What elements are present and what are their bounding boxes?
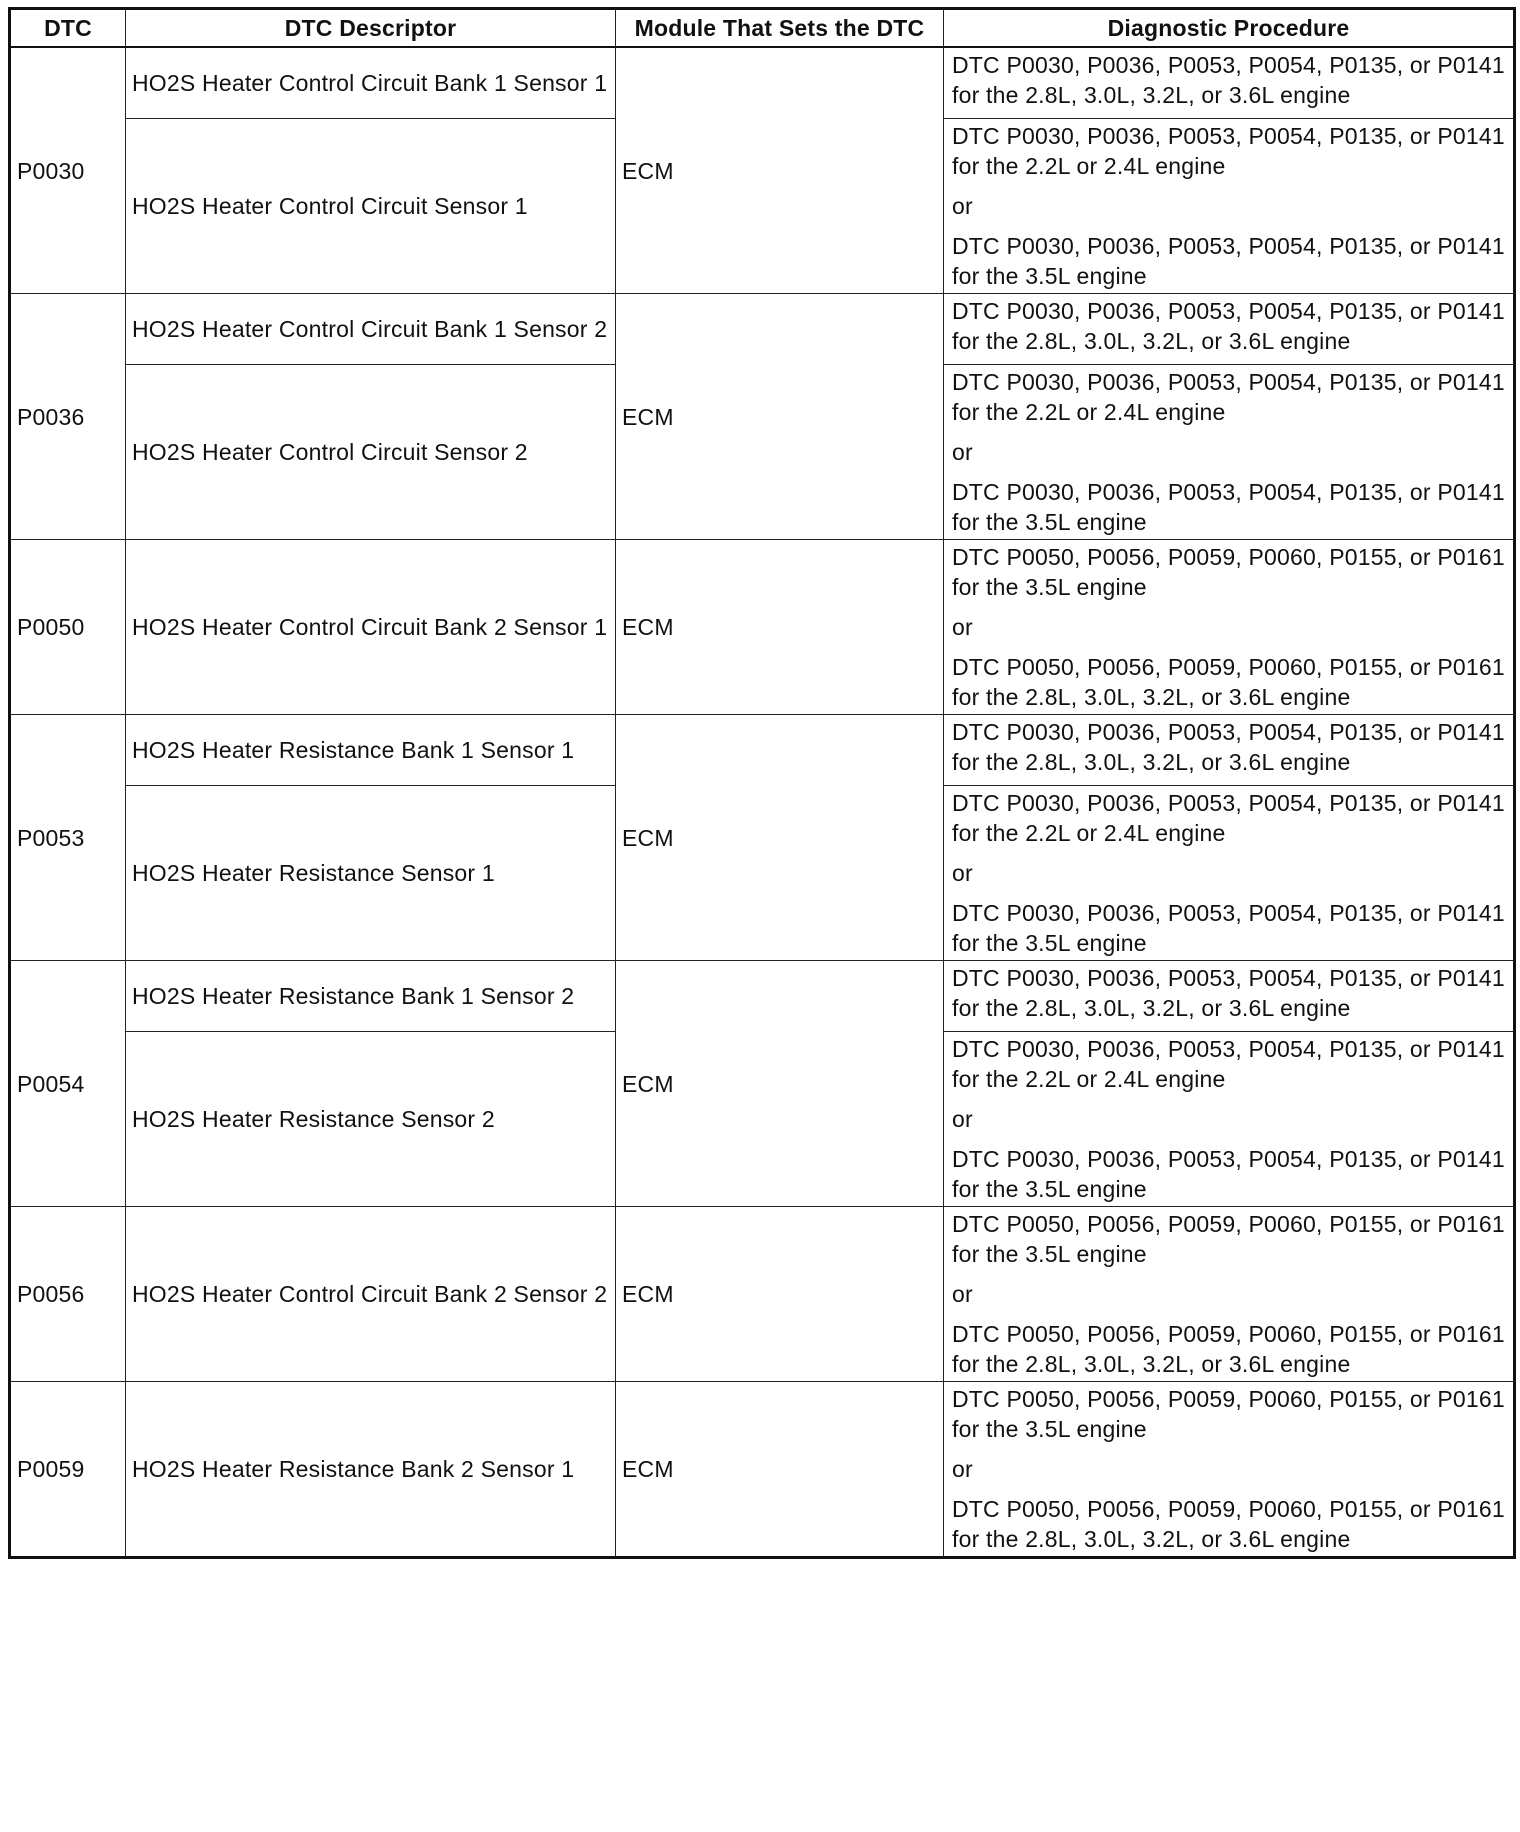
procedure-link[interactable]: DTC P0030, P0036, P0053, P0054, P0135, or P0141 for the 2.2L or 2.4L engine (952, 123, 1505, 179)
procedure-link[interactable]: DTC P0050, P0056, P0059, P0060, P0155, or P0161 for the 3.5L engine (952, 544, 1505, 600)
descriptor-cell: HO2S Heater Control Circuit Bank 2 Sensor 1 (126, 540, 616, 715)
procedure-cell (944, 294, 1515, 365)
header-row (10, 9, 1515, 48)
procedure-or-separator: or (952, 614, 973, 640)
descriptor-cell: HO2S Heater Control Circuit Bank 1 Sensor 1 (126, 47, 616, 119)
procedure-link[interactable]: DTC P0030, P0036, P0053, P0054, P0135, or P0141 for the 3.5L engine (952, 1146, 1505, 1202)
descriptor-cell: HO2S Heater Resistance Sensor 2 (126, 1032, 616, 1207)
table-body (10, 47, 1515, 1558)
procedure-link[interactable]: DTC P0050, P0056, P0059, P0060, P0155, or P0161 for the 3.5L engine (952, 1211, 1505, 1267)
dtc-code-cell: P0050 (10, 540, 126, 715)
table-row (10, 715, 1515, 786)
descriptor-cell: HO2S Heater Resistance Sensor 1 (126, 786, 616, 961)
dtc-code-cell: P0056 (10, 1207, 126, 1382)
procedure-or-separator: or (952, 439, 973, 465)
procedure-or-separator: or (952, 1456, 973, 1482)
dtc-code-cell: P0054 (10, 961, 126, 1207)
procedure-link[interactable]: DTC P0030, P0036, P0053, P0054, P0135, or P0141 for the 3.5L engine (952, 900, 1505, 956)
header-procedure: Diagnostic Procedure (944, 9, 1515, 48)
descriptor-cell: HO2S Heater Control Circuit Sensor 1 (126, 119, 616, 294)
procedure-link[interactable]: DTC P0030, P0036, P0053, P0054, P0135, or P0141 for the 2.2L or 2.4L engine (952, 790, 1505, 846)
dtc-table (8, 7, 1516, 1559)
procedure-cell (944, 119, 1515, 294)
descriptor-cell: HO2S Heater Control Circuit Bank 1 Sensor 2 (126, 294, 616, 365)
table-row (10, 1207, 1515, 1382)
table-row (10, 47, 1515, 119)
procedure-link[interactable]: DTC P0050, P0056, P0059, P0060, P0155, or P0161 for the 2.8L, 3.0L, 3.2L, or 3.6L engine (952, 1496, 1505, 1552)
module-cell: ECM (616, 1207, 944, 1382)
module-cell: ECM (616, 715, 944, 961)
dtc-code-cell: P0030 (10, 47, 126, 294)
procedure-or-separator: or (952, 1106, 973, 1132)
descriptor-cell: HO2S Heater Control Circuit Bank 2 Sensor 2 (126, 1207, 616, 1382)
procedure-or-separator: or (952, 193, 973, 219)
procedure-link[interactable]: DTC P0030, P0036, P0053, P0054, P0135, or P0141 for the 2.8L, 3.0L, 3.2L, or 3.6L engine (952, 719, 1505, 775)
procedure-link[interactable]: DTC P0030, P0036, P0053, P0054, P0135, or P0141 for the 2.8L, 3.0L, 3.2L, or 3.6L engine (952, 965, 1505, 1021)
module-cell: ECM (616, 961, 944, 1207)
header-module: Module That Sets the DTC (616, 9, 944, 48)
procedure-link[interactable]: DTC P0030, P0036, P0053, P0054, P0135, or P0141 for the 2.2L or 2.4L engine (952, 1036, 1505, 1092)
dtc-code-cell: P0036 (10, 294, 126, 540)
table-row (10, 1382, 1515, 1558)
descriptor-cell: HO2S Heater Resistance Bank 1 Sensor 1 (126, 715, 616, 786)
descriptor-cell: HO2S Heater Resistance Bank 1 Sensor 2 (126, 961, 616, 1032)
descriptor-cell: HO2S Heater Resistance Bank 2 Sensor 1 (126, 1382, 616, 1558)
procedure-cell (944, 540, 1515, 715)
procedure-cell (944, 1032, 1515, 1207)
descriptor-cell: HO2S Heater Control Circuit Sensor 2 (126, 365, 616, 540)
procedure-cell (944, 47, 1515, 119)
procedure-link[interactable]: DTC P0050, P0056, P0059, P0060, P0155, or P0161 for the 3.5L engine (952, 1386, 1505, 1442)
table-row (10, 294, 1515, 365)
procedure-cell (944, 1207, 1515, 1382)
dtc-code-cell: P0053 (10, 715, 126, 961)
procedure-link[interactable]: DTC P0050, P0056, P0059, P0060, P0155, or P0161 for the 2.8L, 3.0L, 3.2L, or 3.6L engine (952, 1321, 1505, 1377)
module-cell: ECM (616, 294, 944, 540)
procedure-link[interactable]: DTC P0030, P0036, P0053, P0054, P0135, or P0141 for the 2.2L or 2.4L engine (952, 369, 1505, 425)
table-row (10, 961, 1515, 1032)
procedure-cell (944, 786, 1515, 961)
procedure-link[interactable]: DTC P0030, P0036, P0053, P0054, P0135, or P0141 for the 3.5L engine (952, 479, 1505, 535)
procedure-link[interactable]: DTC P0030, P0036, P0053, P0054, P0135, or P0141 for the 3.5L engine (952, 233, 1505, 289)
procedure-cell (944, 715, 1515, 786)
dtc-code-cell: P0059 (10, 1382, 126, 1558)
procedure-link[interactable]: DTC P0050, P0056, P0059, P0060, P0155, or P0161 for the 2.8L, 3.0L, 3.2L, or 3.6L engine (952, 654, 1505, 710)
procedure-link[interactable]: DTC P0030, P0036, P0053, P0054, P0135, or P0141 for the 2.8L, 3.0L, 3.2L, or 3.6L engine (952, 298, 1505, 354)
module-cell: ECM (616, 47, 944, 294)
procedure-cell (944, 1382, 1515, 1558)
procedure-cell (944, 961, 1515, 1032)
module-cell: ECM (616, 1382, 944, 1558)
procedure-cell (944, 365, 1515, 540)
procedure-or-separator: or (952, 1281, 973, 1307)
header-descriptor: DTC Descriptor (126, 9, 616, 48)
procedure-link[interactable]: DTC P0030, P0036, P0053, P0054, P0135, or P0141 for the 2.8L, 3.0L, 3.2L, or 3.6L engine (952, 52, 1505, 108)
module-cell: ECM (616, 540, 944, 715)
procedure-or-separator: or (952, 860, 973, 886)
table-row (10, 540, 1515, 715)
header-dtc: DTC (10, 9, 126, 48)
